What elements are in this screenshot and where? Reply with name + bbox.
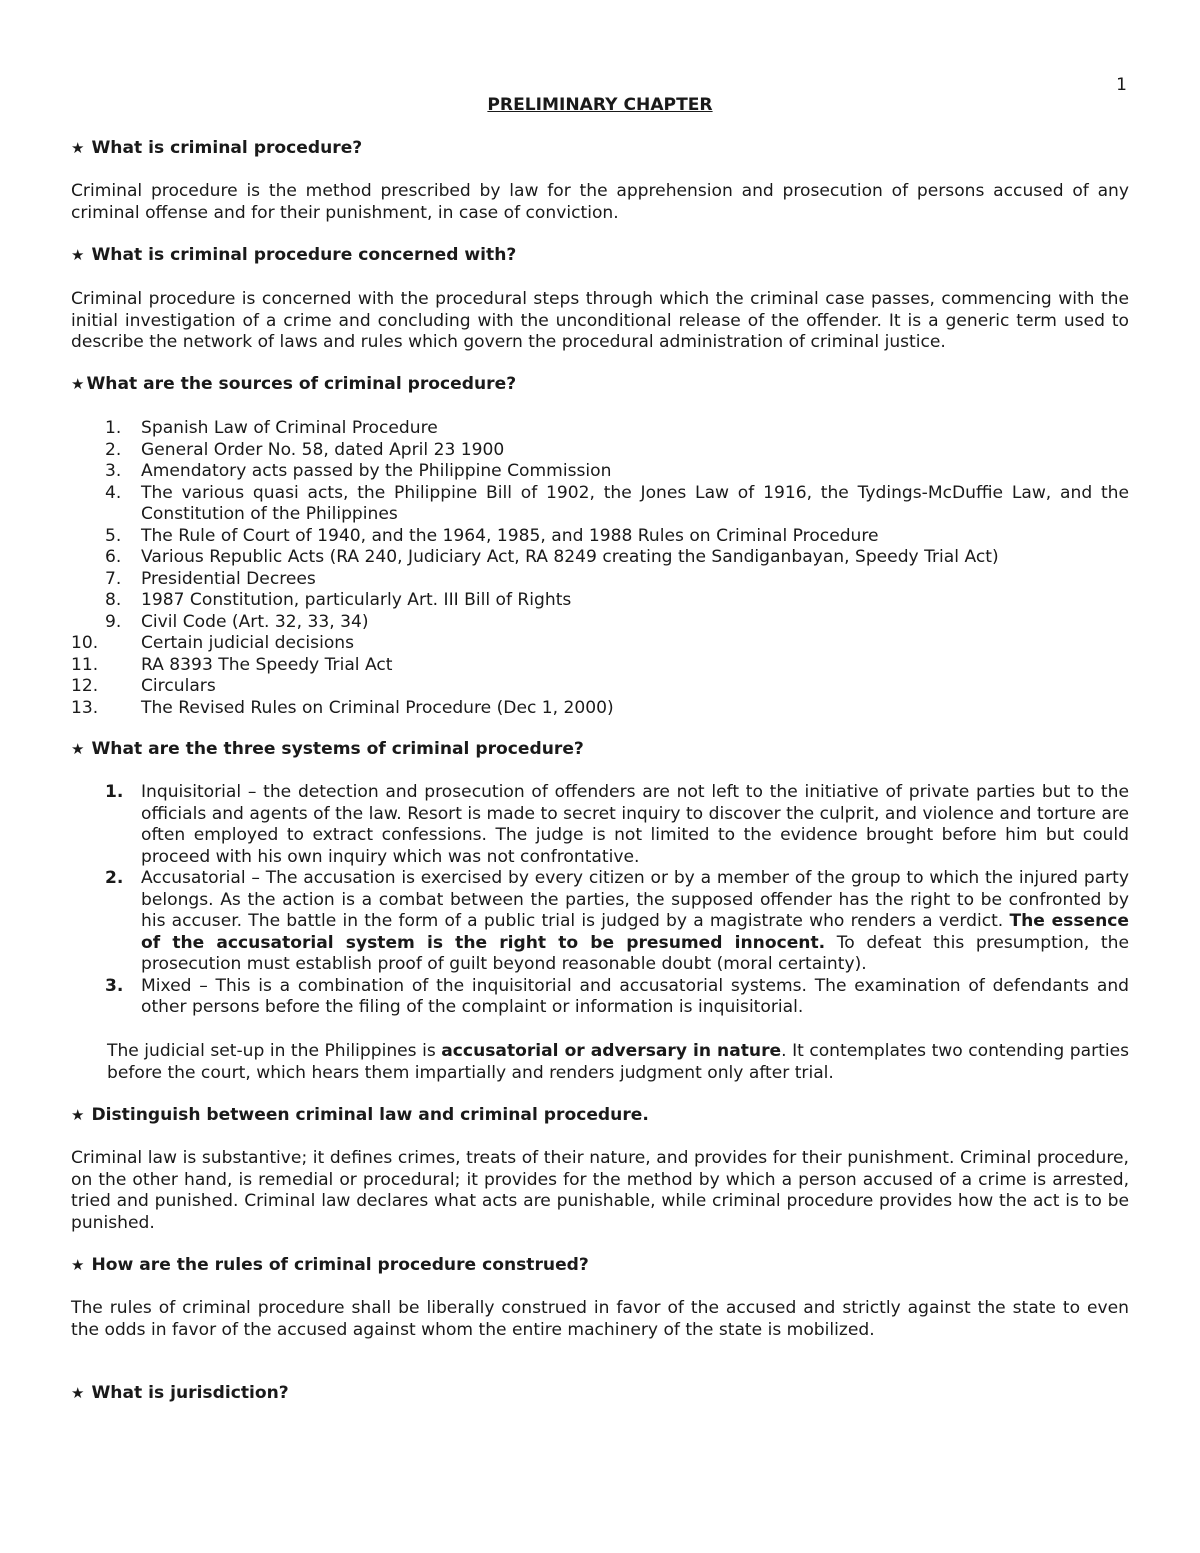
question-text: How are the rules of criminal procedure construed? xyxy=(91,1255,589,1275)
list-item: 1. Spanish Law of Criminal Procedure xyxy=(105,418,438,438)
list-item: 2. General Order No. 58, dated April 23 1900 xyxy=(105,439,505,460)
list-item: 10. Certain judicial decisions xyxy=(71,633,355,653)
list-item: 3. Amendatory acts passed by the Philippine Commission xyxy=(105,461,612,481)
list-item: 7. Presidential Decrees xyxy=(105,568,316,589)
sources-list xyxy=(71,418,1129,719)
list-item: 13. The Revised Rules on Criminal Procedure (Dec 1, 2000) xyxy=(71,697,614,718)
question-heading xyxy=(71,1383,289,1405)
question-heading xyxy=(71,245,516,267)
question-text: What are the three systems of criminal procedure? xyxy=(91,739,584,759)
star-bullet-icon: ★ xyxy=(71,1256,85,1274)
answer-paragraph: The rules of criminal procedure shall be liberally construed in favor of the accused and strictly against the state to even the odds in favor of the accused against whom the entire machinery of the state is mobilized. xyxy=(71,1298,1129,1340)
list-item: 6. Various Republic Acts (RA 240, Judiciary Act, RA 8249 creating the Sandiganbayan, Speedy Trial Act) xyxy=(105,547,999,567)
list-item: 11. RA 8393 The Speedy Trial Act xyxy=(71,654,393,675)
list-item: 12. Circulars xyxy=(71,676,216,696)
star-bullet-icon: ★ xyxy=(71,139,85,157)
answer-paragraph: Criminal law is substantive; it defines crimes, treats of their nature, and provides for their punishment. Criminal procedure, on the other hand, is remedial or procedural; it provides for the method by which a person accused of a crime is arrested, tried and punished. Criminal law declares what acts are punishable, while criminal procedure provides how the act is to be punished. xyxy=(71,1148,1129,1233)
answer-paragraph: Criminal procedure is the method prescribed by law for the apprehension and prosecution of persons accused of any criminal offense and for their punishment, in case of conviction. xyxy=(71,181,1129,223)
note-paragraph: The judicial set-up in the Philippines is accusatorial or adversary in nature. It contemplates two contending parties before the court, which hears them impartially and renders judgment only after trial. xyxy=(107,1041,1130,1083)
question-heading xyxy=(71,739,584,761)
question-text: Distinguish between criminal law and criminal procedure. xyxy=(91,1105,649,1125)
question-text: What is criminal procedure? xyxy=(91,138,363,158)
star-bullet-icon: ★ xyxy=(71,246,85,264)
list-item: 8. 1987 Constitution, particularly Art. III Bill of Rights xyxy=(105,590,572,610)
systems-list xyxy=(71,782,1129,1019)
answer-paragraph: Criminal procedure is concerned with the procedural steps through which the criminal case passes, commencing with the initial investigation of a crime and concluding with the unconditional release of the offender. It is a generic term used to describe the network of laws and rules which govern the procedural administration of criminal justice. xyxy=(71,289,1129,352)
question-heading xyxy=(71,138,362,160)
list-item: 1. Inquisitorial – the detection and prosecution of offenders are not left to the initiative of private parties but to the officials and agents of the law. Resort is made to secret inquiry to discover the culprit, and violence and torture are often employed to extract confessions. The judge is not limited to the evidence brought before him but could proceed with his own inquiry which was not confrontative. xyxy=(105,782,1129,867)
chapter-title: PRELIMINARY CHAPTER xyxy=(487,95,713,115)
question-heading xyxy=(71,374,516,396)
question-heading xyxy=(71,1255,589,1277)
question-text: What is jurisdiction? xyxy=(91,1383,289,1403)
star-bullet-icon: ★ xyxy=(71,375,85,393)
question-heading xyxy=(71,1105,649,1127)
question-text: What are the sources of criminal procedure? xyxy=(86,374,517,394)
star-bullet-icon: ★ xyxy=(71,740,85,758)
question-text: What is criminal procedure concerned with? xyxy=(91,245,517,265)
list-item: 3. Mixed – This is a combination of the inquisitorial and accusatorial systems. The examination of defendants and other persons before the filing of the complaint or information is inquisitorial. xyxy=(105,975,1129,1017)
list-item: 5. The Rule of Court of 1940, and the 1964, 1985, and 1988 Rules on Criminal Procedure xyxy=(105,525,879,546)
star-bullet-icon: ★ xyxy=(71,1106,85,1124)
list-item: 9. Civil Code (Art. 32, 33, 34) xyxy=(105,611,369,632)
list-item: 2. Accusatorial – The accusation is exercised by every citizen or by a member of the group to which the injured party belongs. As the action is a combat between the parties, the supposed offender has the right to be confronted by his accuser. The battle in the form of a public trial is judged by a magistrate who renders a verdict. The essence of the accusatorial system is the right to be presumed innocent. To defeat this presumption, the prosecution must establish proof of guilt beyond reasonable doubt (moral certainty). xyxy=(105,868,1129,974)
page-number: 1 xyxy=(1116,75,1127,95)
star-bullet-icon: ★ xyxy=(71,1384,85,1402)
list-item: 4. The various quasi acts, the Philippine Bill of 1902, the Jones Law of 1916, the Tydings-McDuffie Law, and the Constitution of the Philippines xyxy=(105,482,1129,524)
